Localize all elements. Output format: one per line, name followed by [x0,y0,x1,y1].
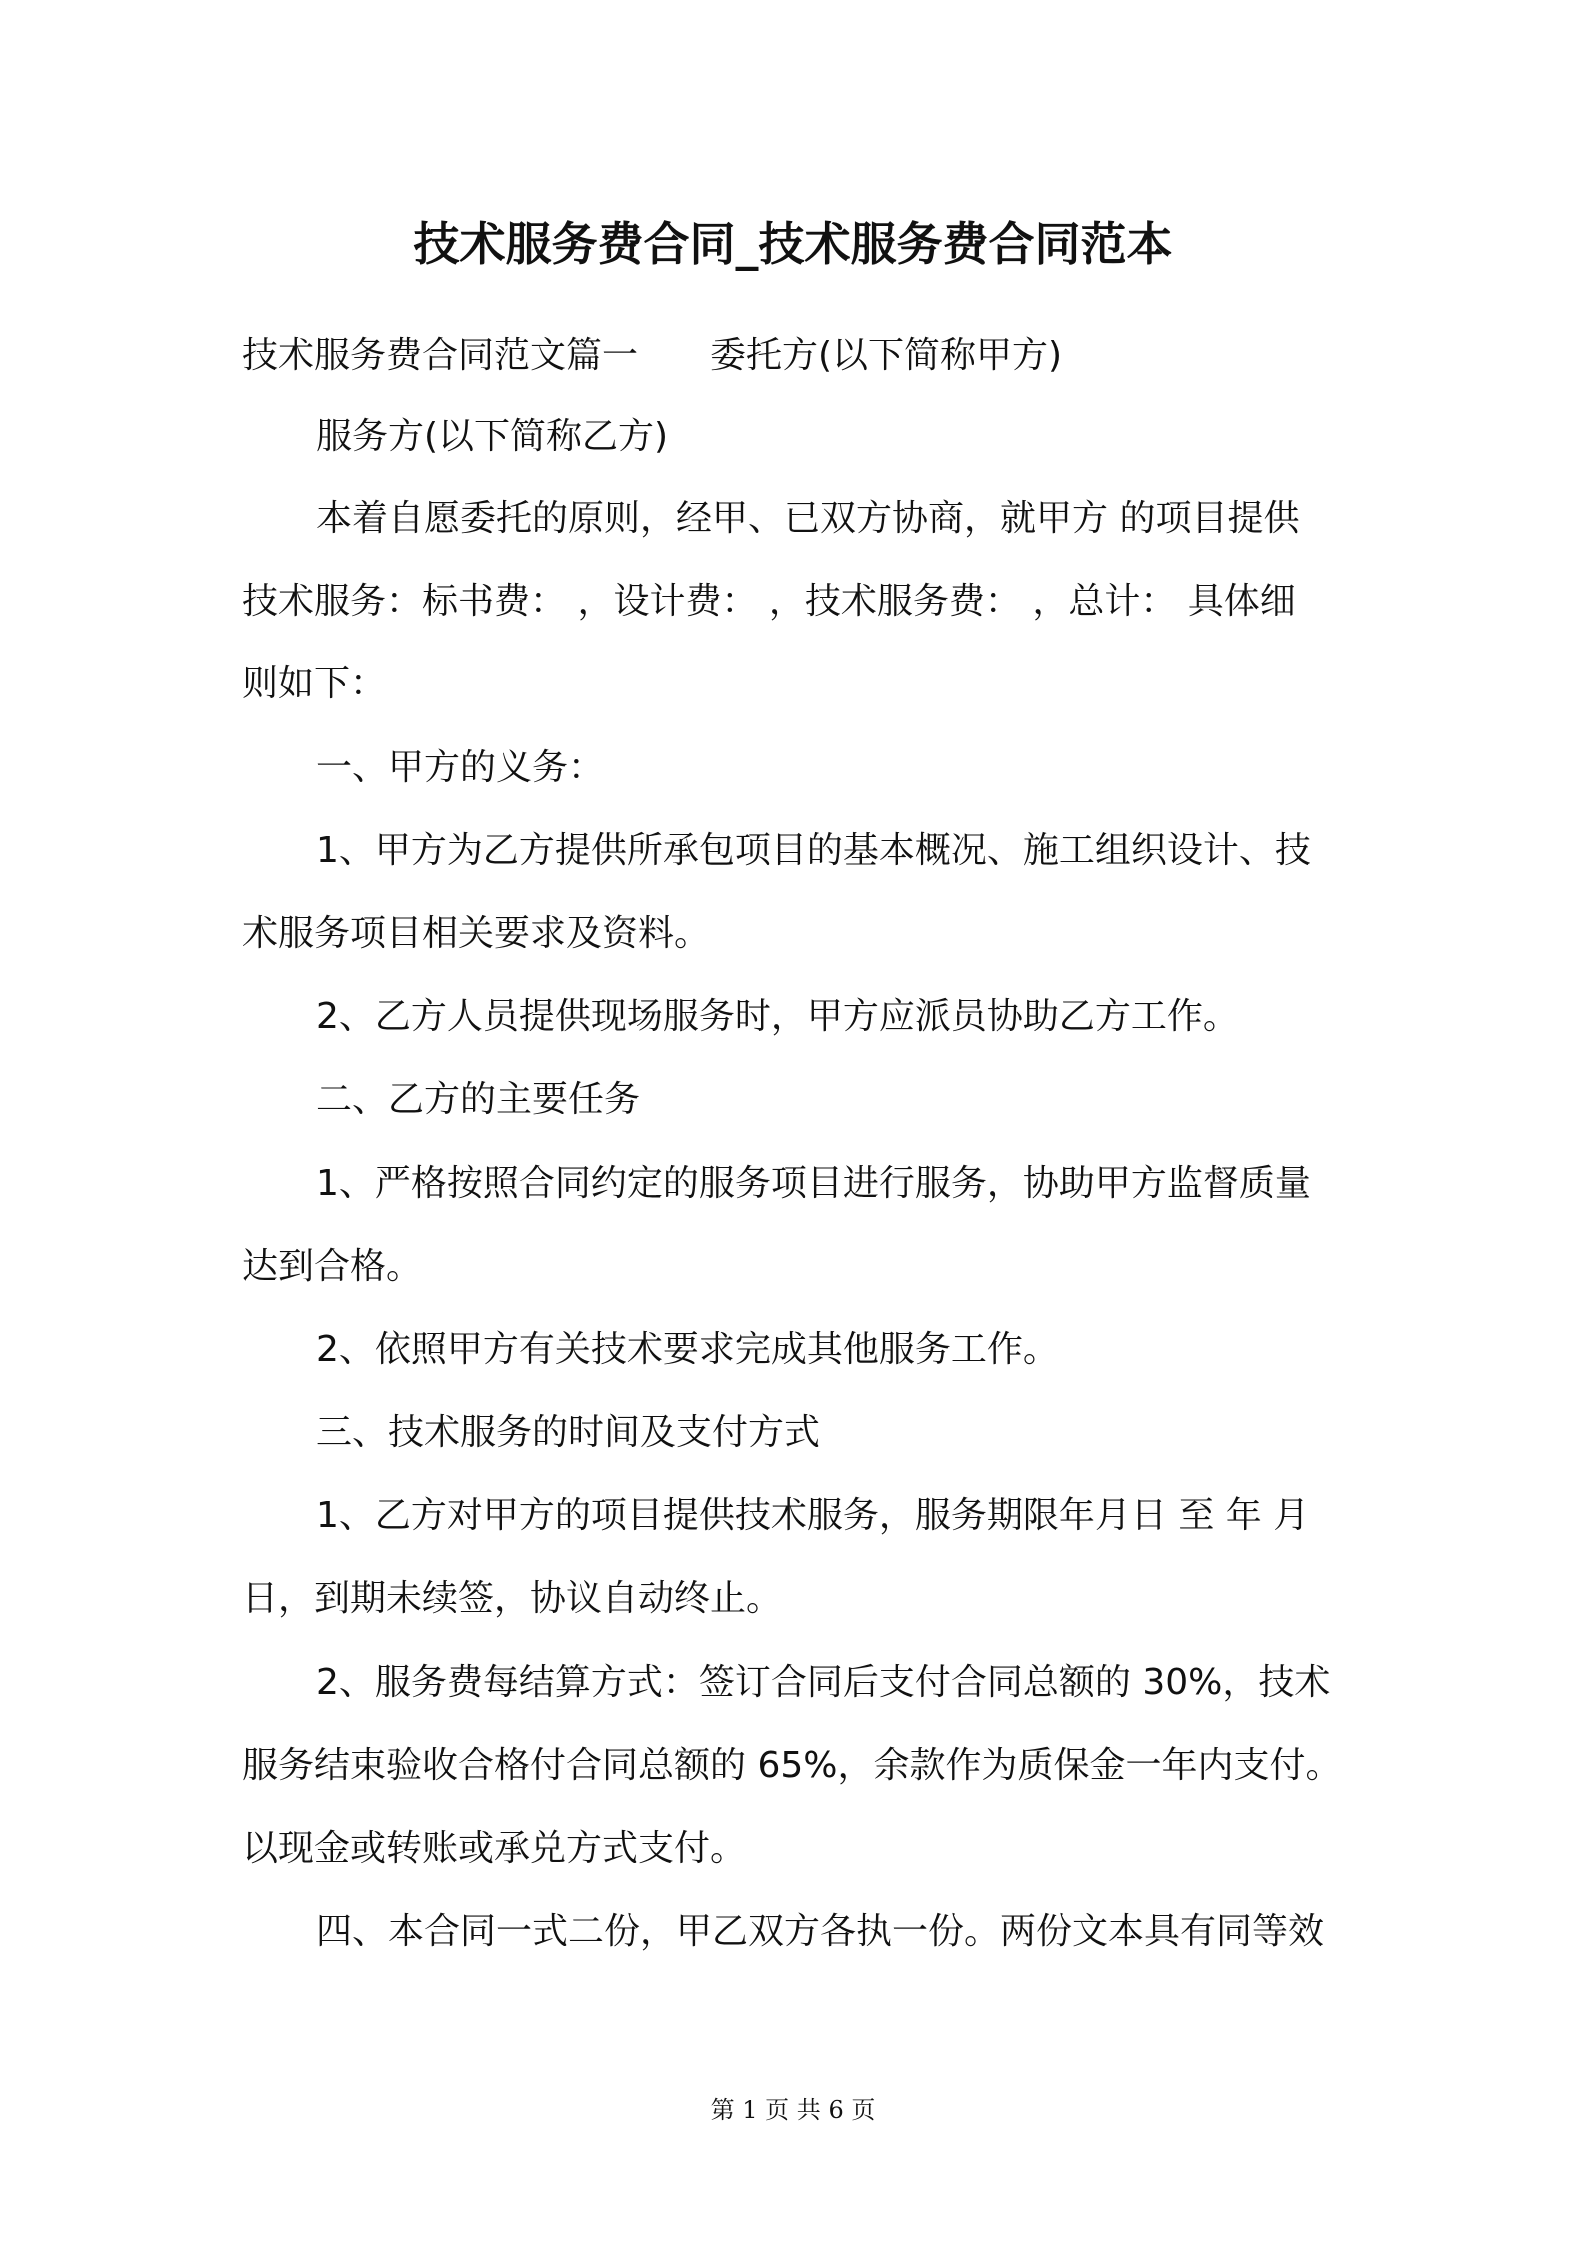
section-heading: 三、技术服务的时间及支付方式 [316,1412,821,1453]
section-heading: 二、乙方的主要任务 [316,1079,641,1120]
page-number-footer: 第 1 页 共 6 页 [710,2096,876,2124]
document-title: 技术服务费合同_技术服务费合同范本 [413,217,1173,271]
paragraph-line: 服务结束验收合格付合同总额的 65%，余款作为质保金一年内支付。 [242,1745,1342,1786]
paragraph-line: 服务方(以下简称乙方) [316,416,669,457]
paragraph-line: 本着自愿委托的原则，经甲、已双方协商，就甲方 的项目提供 [316,498,1300,539]
paragraph-line: 达到合格。 [242,1246,423,1287]
paragraph-line: 日，到期未续签，协议自动终止。 [242,1578,783,1619]
paragraph-line: 技术服务：标书费： ，设计费： ，技术服务费： ，总计： 具体细 [242,581,1296,622]
paragraph-line: 1、严格按照合同约定的服务项目进行服务，协助甲方监督质量 [316,1163,1311,1204]
paragraph-line: 1、甲方为乙方提供所承包项目的基本概况、施工组织设计、技 [316,830,1311,871]
header-right-text: 委托方(以下简称甲方) [710,335,1063,376]
paragraph-line: 以现金或转账或承兑方式支付。 [242,1828,747,1869]
paragraph-line: 2、乙方人员提供现场服务时，甲方应派员协助乙方工作。 [316,996,1239,1037]
paragraph-line: 1、乙方对甲方的项目提供技术服务，服务期限年月日 至 年 月 [316,1495,1310,1536]
paragraph-line: 术服务项目相关要求及资料。 [242,913,711,954]
paragraph-line: 2、依照甲方有关技术要求完成其他服务工作。 [316,1329,1059,1370]
section-heading: 四、本合同一式二份，甲乙双方各执一份。两份文本具有同等效 [316,1911,1325,1952]
header-line [242,330,1362,382]
paragraph-line: 则如下： [242,663,387,704]
header-left-text: 技术服务费合同范文篇一 [242,335,639,376]
paragraph-line: 2、服务费每结算方式：签订合同后支付合同总额的 30%，技术 [316,1662,1331,1703]
section-heading: 一、甲方的义务： [316,747,605,788]
